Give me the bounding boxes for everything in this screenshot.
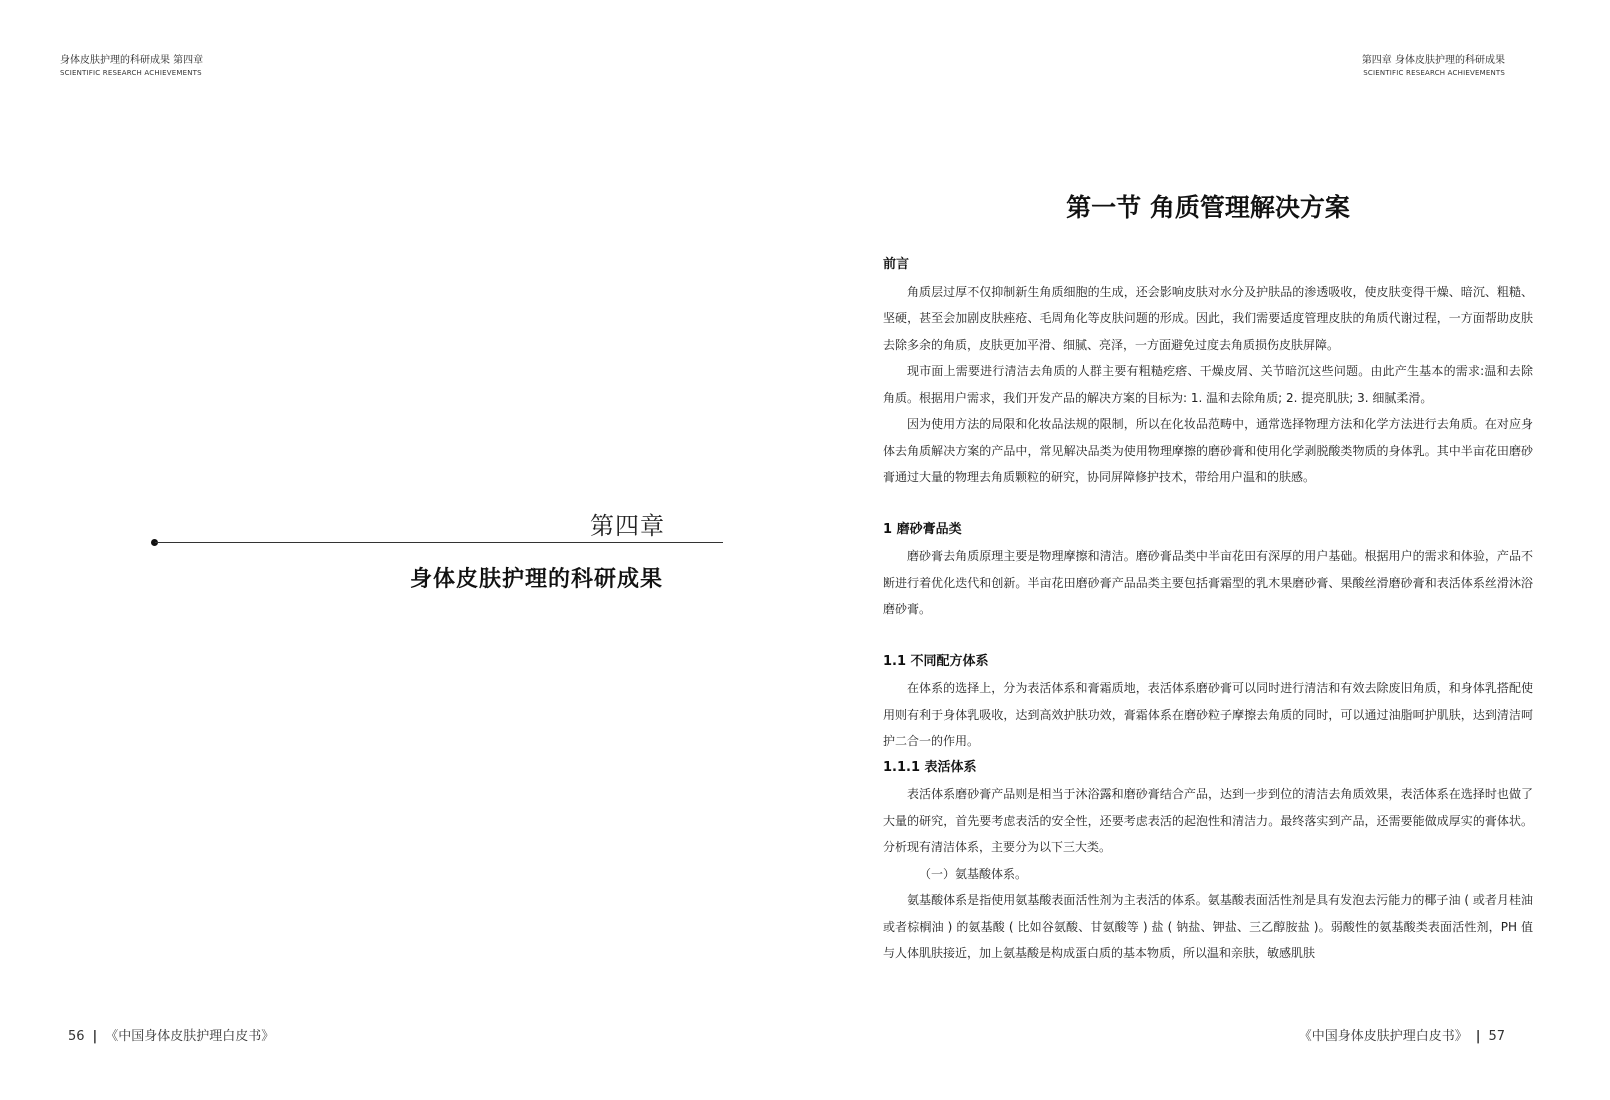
footer-separator: |: [1475, 1029, 1481, 1044]
heading-level-2: 1.1 不同配方体系: [883, 653, 989, 669]
list-item-heading: （一）氨基酸体系。: [919, 866, 1028, 881]
body-paragraph: 磨砂膏去角质原理主要是物理摩擦和清洁。磨砂膏品类中半亩花田有深厚的用户基础。根据用户的需求和体验，产品不断进行着优化迭代和创新。半亩花田磨砂膏产品品类主要包括膏霜型的乳木果磨砂膏、果酸丝滑磨砂膏和表活体系丝滑沐浴磨砂膏。: [883, 549, 1533, 616]
spacer: [883, 623, 1533, 649]
chapter-label: 第四章: [590, 512, 665, 540]
page-number: 56: [68, 1029, 85, 1044]
running-header-cn: 第四章 身体皮肤护理的科研成果: [1361, 55, 1505, 66]
preface-heading: 前言: [883, 257, 910, 272]
page-number: 57: [1488, 1029, 1505, 1044]
page-content: [883, 190, 1533, 967]
page-footer: [1299, 1025, 1505, 1044]
chapter-rule: [155, 542, 723, 543]
running-header-en: SCIENTIFIC RESEARCH ACHIEVEMENTS: [60, 69, 202, 77]
running-header: [1362, 55, 1505, 77]
preface-paragraph: 角质层过厚不仅抑制新生角质细胞的生成，还会影响皮肤对水分及护肤品的渗透吸收，使皮肤变得干燥、暗沉、粗糙、坚硬，甚至会加剧皮肤痤疮、毛周角化等皮肤问题的形成。因此，我们需要适度管理皮肤的角质代谢过程，一方面帮助皮肤去除多余的角质，皮肤更加平滑、细腻、亮泽，一方面避免过度去角质损伤皮肤屏障。: [883, 284, 1533, 352]
preface-paragraph: 因为使用方法的局限和化妆品法规的限制，所以在化妆品范畴中，通常选择物理方法和化学方法进行去角质。在对应身体去角质解决方案的产品中，常见解决品类为使用物理摩擦的磨砂膏和使用化学剥脱酸类物质的身体乳。其中半亩花田磨砂膏通过大量的物理去角质颗粒的研究，协同屏障修护技术，带给用户温和的肤感。: [883, 417, 1533, 484]
section-title: 第一节 角质管理解决方案: [1066, 193, 1350, 222]
running-header-cn: 身体皮肤护理的科研成果 第四章: [60, 55, 204, 66]
body-paragraph: 在体系的选择上，分为表活体系和膏霜质地，表活体系磨砂膏可以同时进行清洁和有效去除废旧角质，和身体乳搭配使用则有利于身体乳吸收，达到高效护肤功效，膏霜体系在磨砂粒子摩擦去角质的同时，可以通过油脂呵护肌肤，达到清洁呵护二合一的作用。: [883, 681, 1533, 748]
heading-level-3: 1.1.1 表活体系: [883, 759, 977, 775]
body-paragraph: 氨基酸体系是指使用氨基酸表面活性剂为主表活的体系。氨基酸表面活性剂是具有发泡去污能力的椰子油 ( 或者月桂油或者棕榈油 ) 的氨基酸 ( 比如谷氨酸、甘氨酸等 ) 盐 ( 钠盐、钾盐、三乙醇胺盐 )。弱酸性的氨基酸类表面活性剂，PH 值与人体肌肤接近，加上氨基酸是构成蛋白质的基本物质，所以温和亲肤，敏感肌肤: [883, 893, 1533, 960]
heading-level-1: 1 磨砂膏品类: [883, 521, 962, 537]
running-header-en: SCIENTIFIC RESEARCH ACHIEVEMENTS: [1363, 69, 1505, 77]
preface-paragraph: 现市面上需要进行清洁去角质的人群主要有粗糙疙瘩、干燥皮屑、关节暗沉这些问题。由此产生基本的需求:温和去除角质。根据用户需求，我们开发产品的解决方案的目标为: 1. 温和去除角质; 2. 提亮肌肤; 3. 细腻柔滑。: [883, 364, 1533, 405]
footer-separator: |: [92, 1029, 98, 1044]
body-paragraph: 表活体系磨砂膏产品则是相当于沐浴露和磨砂膏结合产品，达到一步到位的清洁去角质效果，表活体系在选择时也做了大量的研究，首先要考虑表活的安全性，还要考虑表活的起泡性和清洁力。最终落实到产品，还需要能做成厚实的膏体状。分析现有清洁体系，主要分为以下三大类。: [883, 787, 1533, 854]
running-header: [60, 55, 203, 77]
page-footer: [68, 1025, 274, 1044]
chapter-title: 身体皮肤护理的科研成果: [409, 567, 663, 592]
spacer: [883, 491, 1533, 517]
footer-book-title: 《中国身体皮肤护理白皮书》: [1298, 1029, 1468, 1044]
right-page: [805, 0, 1610, 1100]
footer-book-title: 《中国身体皮肤护理白皮书》: [105, 1029, 275, 1044]
